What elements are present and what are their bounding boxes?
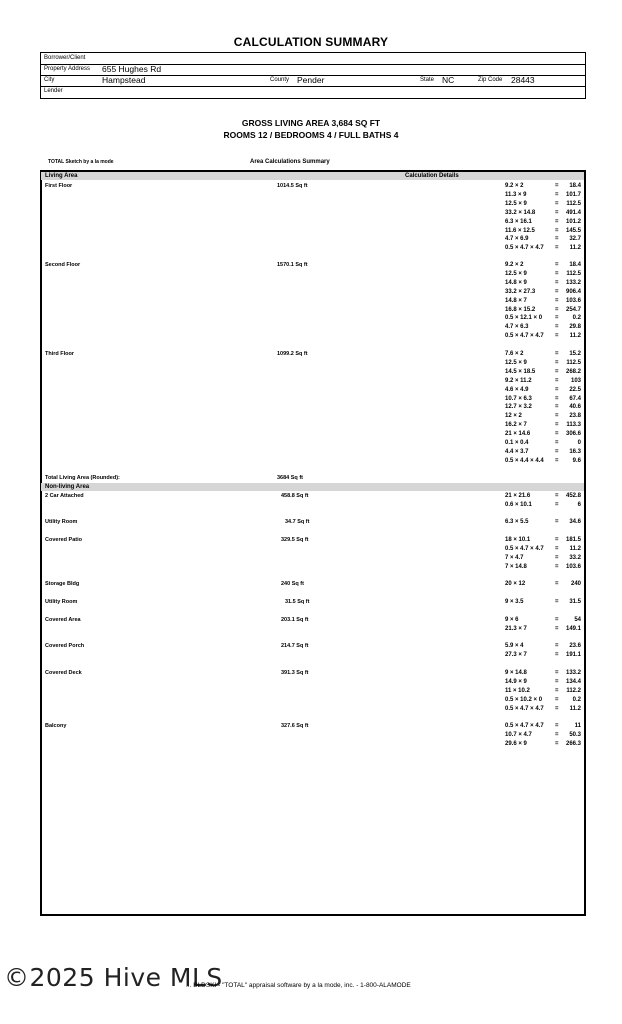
calc-expression: 5.9 × 4 [505, 643, 524, 649]
equals-sign: = [555, 351, 559, 357]
calc-result: 306.6 [565, 431, 581, 438]
area-size: 1099.2 Sq ft [277, 351, 308, 357]
calc-expression: 21 × 14.6 [505, 431, 531, 438]
calc-expression: 0.5 × 10.2 × 0 [505, 696, 543, 703]
equals-sign: = [555, 236, 559, 243]
calc-result: 101.7 [565, 191, 581, 198]
calc-result: 15.2 [569, 351, 581, 357]
area-name: Storage Bldg [45, 581, 80, 587]
equals-sign: = [555, 218, 559, 225]
calc-result: 103 [570, 377, 581, 384]
calc-result: 145.5 [565, 227, 581, 234]
calc-expression: 4.7 × 6.9 [505, 236, 529, 243]
equals-sign: = [555, 324, 559, 331]
calc-result: 491.4 [565, 209, 581, 216]
calc-result: 254.7 [565, 306, 581, 313]
equals-sign: = [555, 262, 559, 268]
state-value: NC [442, 75, 455, 85]
calc-expression: 6.3 × 5.5 [505, 519, 529, 525]
equals-sign: = [555, 493, 559, 499]
calc-expression: 33.2 × 14.8 [505, 209, 536, 216]
lender-label: Lender [44, 88, 63, 94]
equals-sign: = [555, 288, 559, 295]
lender-row [41, 86, 585, 97]
area-size: 214.7 Sq ft [281, 643, 309, 649]
area-name: Covered Area [45, 617, 81, 623]
calc-expression: 11 × 10.2 [505, 687, 530, 694]
calc-result: 101.2 [565, 218, 581, 225]
sketch-label: TOTAL Sketch by a la mode [48, 159, 114, 165]
living-area-header: Living Area [45, 173, 78, 179]
header-box [40, 52, 586, 99]
calc-result: 33.2 [569, 554, 581, 561]
calc-expression: 21 × 21.6 [505, 493, 531, 499]
calc-expression: 0.5 × 4.7 × 4.7 [505, 333, 544, 340]
equals-sign: = [555, 209, 559, 216]
equals-sign: = [555, 386, 559, 393]
equals-sign: = [555, 245, 559, 252]
calc-result: 112.5 [566, 270, 581, 277]
equals-sign: = [555, 519, 559, 525]
state-label: State [420, 77, 435, 83]
equals-sign: = [555, 183, 559, 189]
equals-sign: = [555, 448, 559, 455]
equals-sign: = [555, 422, 559, 429]
calc-result: 50.3 [569, 731, 581, 738]
calc-expression: 14.5 × 18.5 [505, 368, 536, 375]
calc-expression: 14.8 × 9 [505, 279, 527, 286]
equals-sign: = [555, 377, 559, 384]
calc-expression: 0.5 × 4.4 × 4.4 [505, 457, 544, 464]
calc-expression: 7 × 4.7 [505, 554, 524, 561]
calc-result: 112.5 [566, 200, 581, 207]
city-label: City [44, 77, 55, 83]
equals-sign: = [555, 200, 559, 207]
calc-expression: 0.5 × 4.7 × 4.7 [505, 545, 544, 552]
calc-expression: 21.3 × 7 [505, 625, 527, 632]
area-size: 327.6 Sq ft [281, 723, 309, 729]
non-living-header-band [41, 483, 584, 491]
equals-sign: = [555, 678, 559, 685]
calc-result: 268.2 [565, 368, 581, 375]
calc-expression: 33.2 × 27.3 [505, 288, 536, 295]
equals-sign: = [555, 501, 559, 508]
calc-expression: 18 × 10.1 [505, 537, 531, 543]
calc-expression: 10.7 × 6.3 [505, 395, 532, 402]
calc-result: 11.2 [569, 245, 581, 252]
calc-result: 32.7 [569, 236, 581, 243]
county-label: County [270, 77, 290, 83]
calc-result: 149.1 [565, 625, 581, 632]
equals-sign: = [555, 731, 559, 738]
equals-sign: = [555, 740, 559, 747]
calc-result: 266.3 [565, 740, 581, 747]
equals-sign: = [555, 404, 559, 411]
calc-result: 134.4 [565, 678, 581, 685]
area-name: Covered Deck [45, 670, 82, 676]
calc-expression: 0.6 × 10.1 [505, 501, 532, 508]
equals-sign: = [555, 599, 559, 605]
calc-result: 191.1 [565, 651, 581, 658]
calc-details-header: Calculation Details [405, 173, 459, 179]
equals-sign: = [555, 270, 559, 277]
calc-expression: 16.8 × 15.2 [505, 306, 536, 313]
calc-expression: 29.6 × 9 [505, 740, 527, 747]
area-name: Covered Patio [45, 537, 82, 543]
area-name: Third Floor [45, 351, 75, 357]
equals-sign: = [555, 537, 559, 543]
equals-sign: = [555, 395, 559, 402]
equals-sign: = [555, 333, 559, 340]
calc-expression: 12.5 × 9 [505, 200, 527, 207]
calc-expression: 0.1 × 0.4 [505, 440, 529, 446]
calc-result: 40.6 [569, 404, 581, 411]
calc-result: 112.2 [566, 687, 581, 694]
area-size: 1014.5 Sq ft [277, 183, 308, 189]
calc-result: 181.5 [565, 537, 581, 543]
calc-result: 0.2 [572, 315, 581, 322]
watermark: ©2025 Hive MLS [4, 963, 223, 992]
city-value: Hampstead [102, 75, 146, 85]
area-name: 2 Car Attached [45, 493, 84, 499]
area-size: 203.1 Sq ft [281, 617, 309, 623]
calc-result: 906.4 [565, 288, 581, 295]
calc-expression: 9 × 6 [505, 617, 519, 623]
calc-expression: 0.5 × 4.7 × 4.7 [505, 705, 544, 712]
living-area-header-band [41, 172, 584, 180]
calc-result: 23.8 [569, 413, 581, 420]
equals-sign: = [555, 359, 559, 366]
calc-expression: 4.6 × 4.9 [505, 386, 529, 393]
calc-expression: 0.5 × 12.1 × 0 [505, 315, 543, 322]
calc-expression: 20 × 12 [505, 581, 526, 587]
calc-result: 11.2 [569, 545, 581, 552]
calc-result: 103.6 [565, 297, 581, 304]
software-line: ... BLDSKI - "TOTAL" appraisal software by a la mode, inc. - 1-800-ALAMODE [186, 982, 411, 989]
area-size: 329.5 Sq ft [281, 537, 309, 543]
equals-sign: = [555, 670, 559, 676]
calc-expression: 7.6 × 2 [505, 351, 524, 357]
calc-result: 22.5 [569, 386, 581, 393]
calc-result: 9.6 [572, 457, 581, 464]
calc-expression: 14.8 × 7 [505, 297, 527, 304]
calc-expression: 16.2 × 7 [505, 422, 527, 429]
equals-sign: = [555, 413, 559, 420]
calc-result: 29.8 [569, 324, 581, 331]
calc-expression: 9.2 × 2 [505, 183, 524, 189]
area-size: 240 Sq ft [281, 581, 304, 587]
calc-result: 103.6 [565, 563, 581, 570]
calc-expression: 9 × 14.8 [505, 670, 527, 676]
calc-expression: 4.7 × 6.3 [505, 324, 529, 331]
rooms-line: ROOMS 12 / BEDROOMS 4 / FULL BATHS 4 [223, 130, 399, 140]
calc-expression: 12.5 × 9 [505, 359, 527, 366]
equals-sign: = [555, 545, 559, 552]
equals-sign: = [555, 643, 559, 649]
equals-sign: = [555, 617, 559, 623]
area-size: 458.8 Sq ft [281, 493, 309, 499]
calc-result: 34.6 [569, 519, 581, 525]
calc-expression: 4.4 × 3.7 [505, 448, 529, 455]
calc-expression: 10.7 × 4.7 [505, 731, 532, 738]
calc-expression: 12 × 2 [505, 413, 522, 420]
equals-sign: = [555, 723, 559, 729]
calc-result: 0.2 [572, 696, 581, 703]
county-value: Pender [297, 75, 325, 85]
equals-sign: = [555, 687, 559, 694]
calc-expression: 27.3 × 7 [505, 651, 527, 658]
calc-result: 11.2 [569, 333, 581, 340]
area-name: Second Floor [45, 262, 81, 268]
equals-sign: = [555, 625, 559, 632]
calc-result: 11 [574, 723, 581, 729]
calc-result: 133.2 [565, 670, 581, 676]
equals-sign: = [555, 705, 559, 712]
area-name: First Floor [45, 183, 73, 189]
calc-result: 31.5 [569, 599, 581, 605]
calc-result: 452.8 [565, 493, 581, 499]
zip-label: Zip Code [478, 77, 503, 83]
zip-value: 28443 [511, 75, 535, 85]
calc-result: 11.2 [569, 705, 581, 712]
area-calc-label: Area Calculations Summary [250, 159, 330, 165]
equals-sign: = [555, 457, 559, 464]
equals-sign: = [555, 431, 559, 438]
calc-expression: 9.2 × 11.2 [505, 377, 532, 384]
calc-result: 0 [577, 440, 581, 446]
area-name: Utility Room [45, 519, 78, 525]
calc-result: 23.6 [569, 643, 581, 649]
equals-sign: = [555, 191, 559, 198]
equals-sign: = [555, 227, 559, 234]
equals-sign: = [555, 440, 559, 446]
equals-sign: = [555, 315, 559, 322]
calc-result: 16.3 [569, 448, 581, 455]
page-title: CALCULATION SUMMARY [233, 35, 389, 49]
calc-result: 6 [577, 501, 581, 508]
total-living-value: 3684 Sq ft [277, 475, 303, 481]
calc-expression: 9.2 × 2 [505, 262, 524, 268]
area-name: Balcony [45, 723, 67, 729]
area-name: Covered Porch [45, 643, 85, 649]
area-size: 1570.1 Sq ft [277, 262, 308, 268]
calc-result: 112.5 [566, 359, 581, 366]
calc-result: 54 [574, 617, 581, 623]
equals-sign: = [555, 554, 559, 561]
area-name: Utility Room [45, 599, 78, 605]
calc-result: 240 [570, 581, 581, 587]
calc-result: 67.4 [569, 395, 581, 402]
calc-expression: 11.6 × 12.5 [505, 227, 535, 234]
gla-line: GROSS LIVING AREA 3,684 SQ FT [241, 118, 381, 128]
equals-sign: = [555, 563, 559, 570]
calc-result: 133.2 [565, 279, 581, 286]
calc-expression: 0.5 × 4.7 × 4.7 [505, 723, 544, 729]
equals-sign: = [555, 368, 559, 375]
area-size: 31.5 Sq ft [285, 599, 310, 605]
equals-sign: = [555, 696, 559, 703]
total-living-label: Total Living Area (Rounded): [45, 475, 120, 481]
calc-result: 18.4 [569, 183, 581, 189]
non-living-header: Non-living Area [45, 484, 90, 490]
borrower-label: Borrower/Client [44, 55, 86, 61]
calc-expression: 0.5 × 4.7 × 4.7 [505, 245, 544, 252]
equals-sign: = [555, 279, 559, 286]
equals-sign: = [555, 306, 559, 313]
area-size: 391.3 Sq ft [281, 670, 309, 676]
calc-expression: 9 × 3.5 [505, 599, 524, 605]
calc-expression: 14.9 × 9 [505, 678, 527, 685]
calc-expression: 6.3 × 16.1 [505, 218, 532, 225]
address-value: 655 Hughes Rd [102, 64, 162, 74]
address-label: Property Address [44, 66, 91, 72]
calc-expression: 12.7 × 3.2 [505, 404, 532, 411]
equals-sign: = [555, 651, 559, 658]
calc-expression: 11.3 × 9 [505, 191, 527, 198]
equals-sign: = [555, 581, 559, 587]
equals-sign: = [555, 297, 559, 304]
calc-expression: 7 × 14.8 [505, 563, 527, 570]
calc-result: 18.4 [569, 262, 581, 268]
area-size: 34.7 Sq ft [285, 519, 310, 525]
calc-expression: 12.5 × 9 [505, 270, 527, 277]
calc-result: 113.3 [566, 422, 581, 429]
